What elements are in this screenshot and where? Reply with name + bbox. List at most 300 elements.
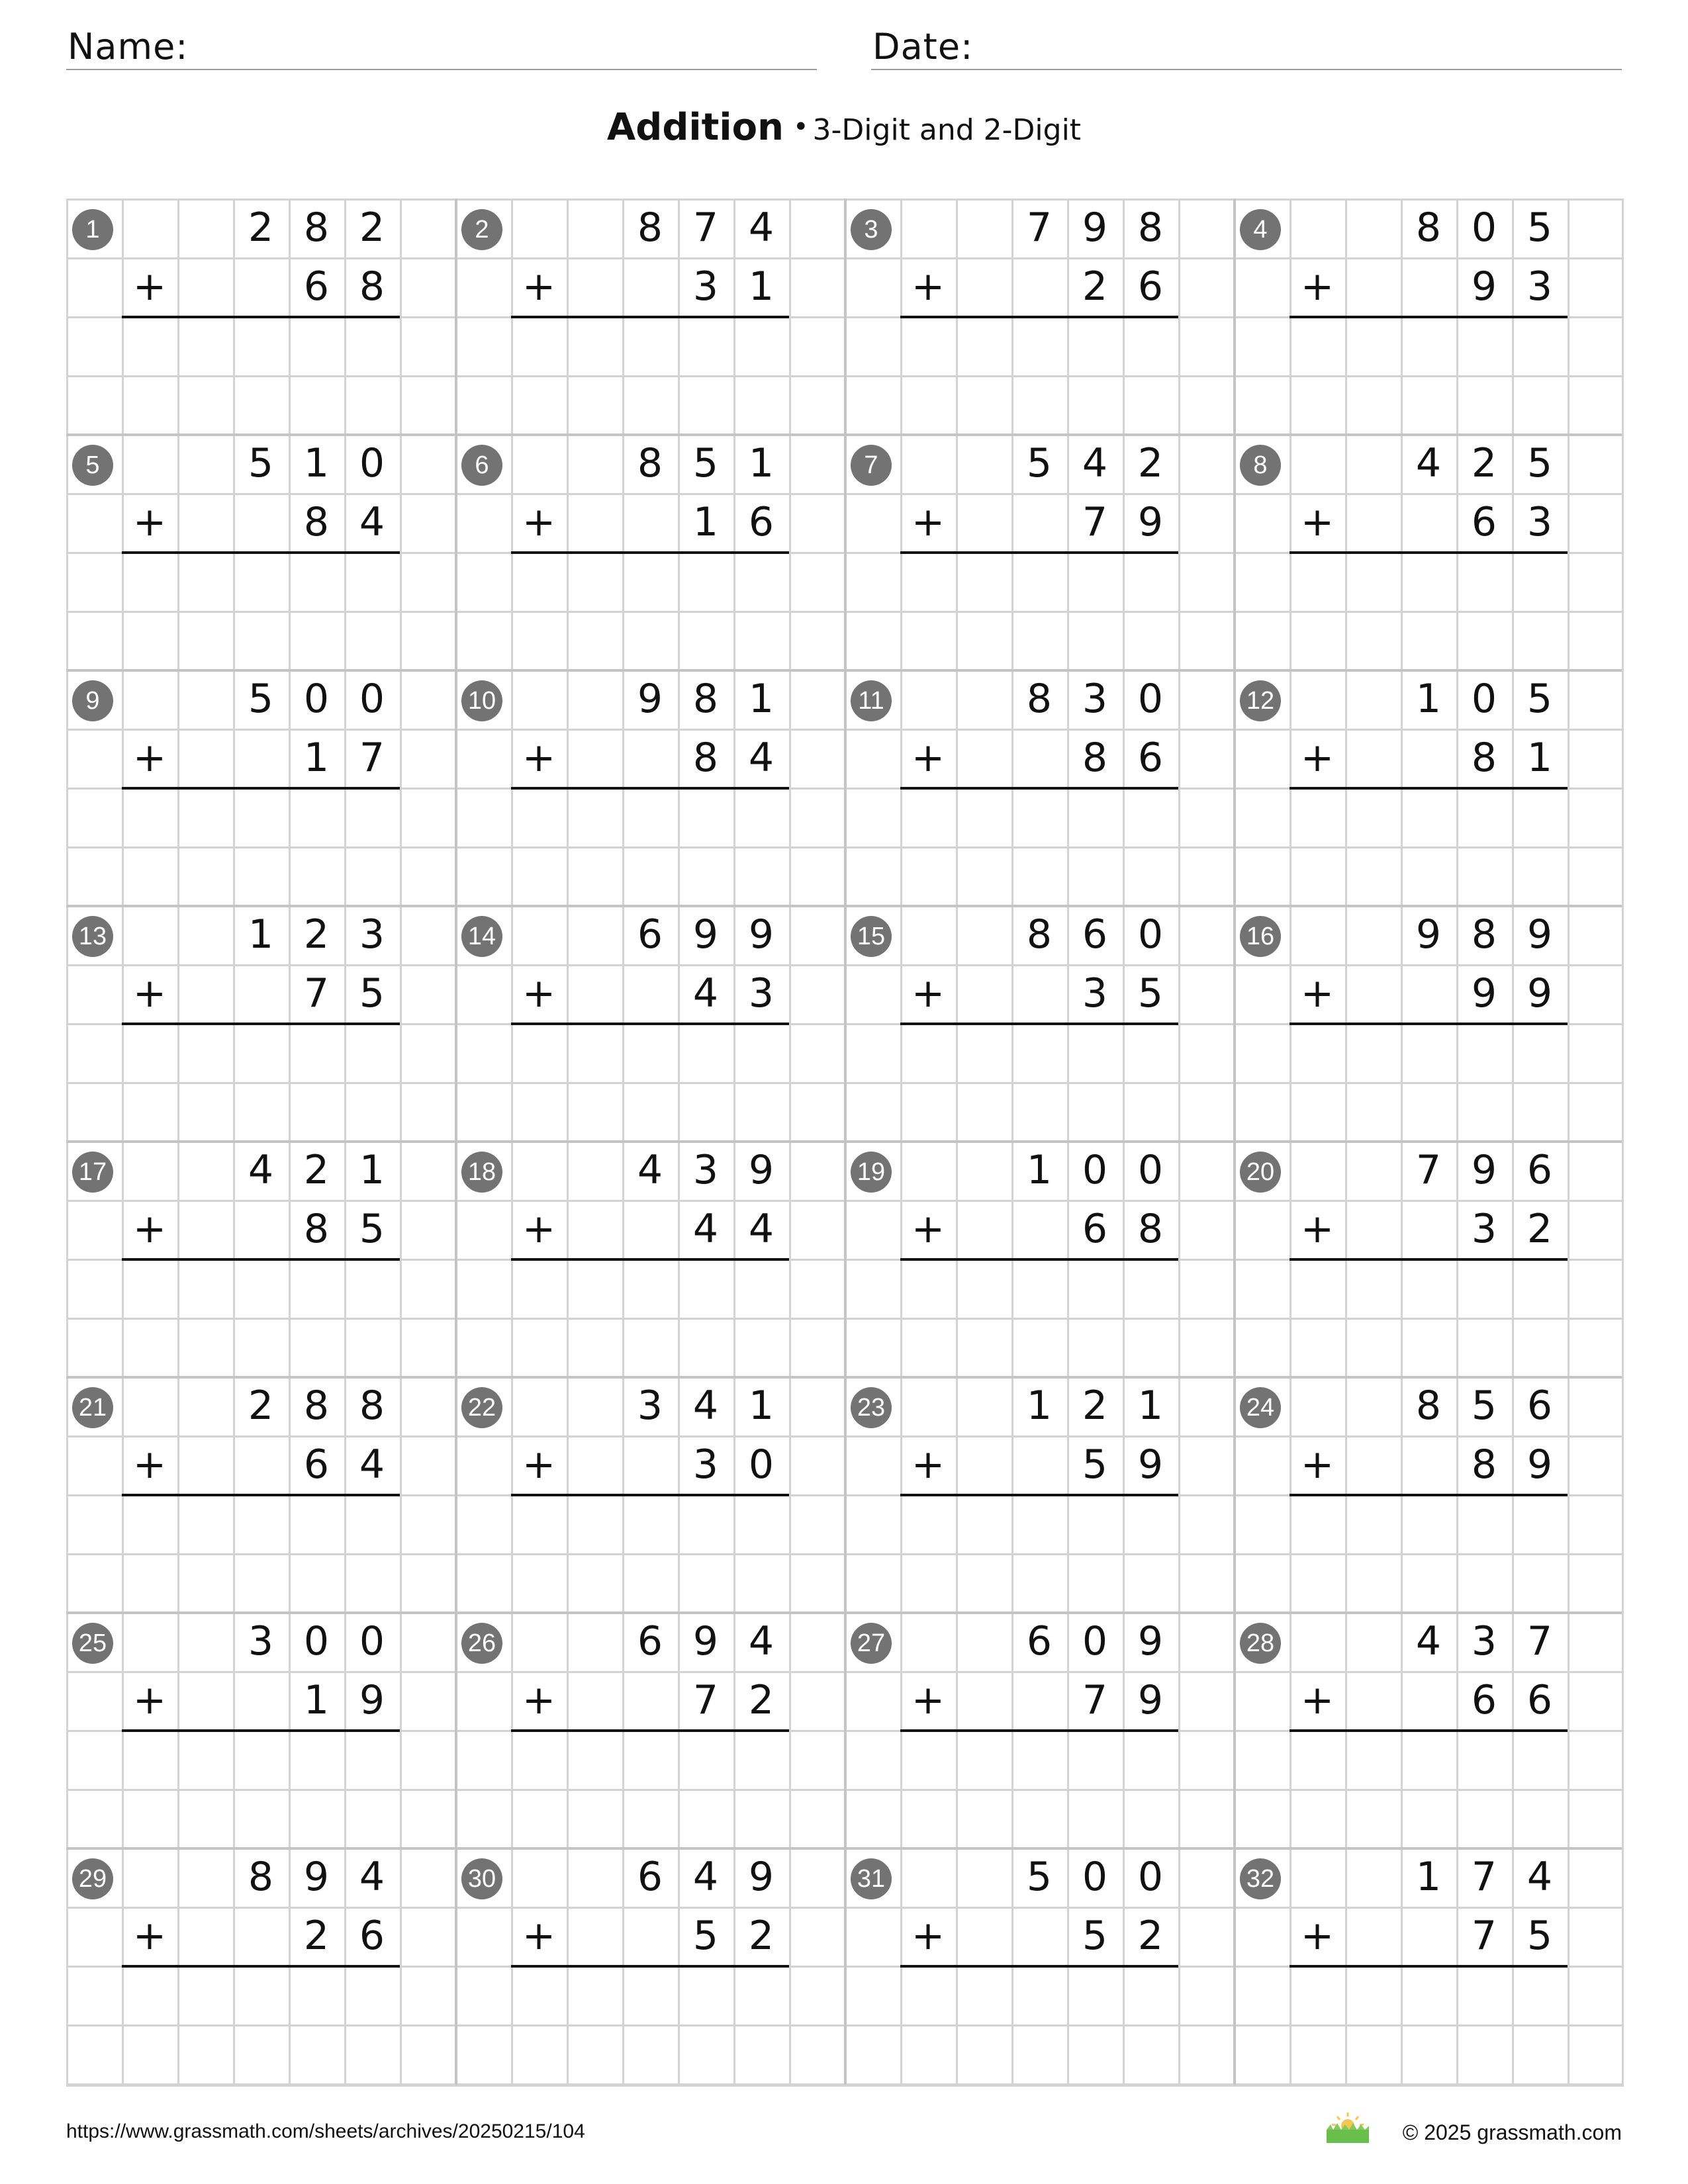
problem-block [455,1612,845,1848]
plus-operator: + [1300,970,1335,1017]
top-digit: 0 [1082,1618,1108,1664]
problem-number-badge: 12 [1240,680,1281,721]
bottom-digit: 8 [359,263,385,310]
top-digit: 7 [1526,1618,1553,1664]
bottom-digit: 6 [1137,735,1164,781]
answer-line [122,1729,400,1732]
top-digit: 0 [359,440,385,486]
top-digit: 7 [1415,1147,1442,1193]
top-digit: 1 [1415,676,1442,722]
top-digit: 9 [692,1618,719,1664]
problem-block [66,905,455,1141]
problem-number-badge: 25 [72,1623,113,1664]
bottom-digit: 4 [692,970,719,1017]
plus-operator: + [132,1441,167,1488]
top-digit: 0 [1471,205,1497,251]
problem-block [1234,434,1623,670]
problem-block [455,1377,845,1612]
bottom-digit: 7 [303,970,330,1017]
problem-block [66,1377,455,1612]
plus-operator: + [522,1677,556,1723]
answer-line [1289,787,1568,790]
plus-operator: + [911,1206,945,1252]
bottom-digit: 9 [1137,499,1164,545]
top-digit: 9 [748,1147,774,1193]
problem-number-badge: 3 [851,209,892,250]
bottom-digit: 4 [748,735,774,781]
bottom-digit: 2 [303,1913,330,1959]
top-digit: 1 [1026,1147,1053,1193]
problem-block [845,1377,1234,1612]
bottom-digit: 4 [692,1206,719,1252]
top-digit: 8 [303,1383,330,1429]
problem-block [1234,1141,1623,1377]
top-digit: 5 [248,676,274,722]
top-digit: 8 [359,1383,385,1429]
top-digit: 4 [637,1147,663,1193]
problem-number-badge: 14 [461,916,502,957]
problem-number-badge: 22 [461,1387,502,1428]
top-digit: 0 [1082,1854,1108,1900]
problem-block [845,1612,1234,1848]
bottom-digit: 5 [1526,1913,1553,1959]
problem-number-badge: 21 [72,1387,113,1428]
bottom-digit: 5 [1082,1441,1108,1488]
top-digit: 8 [637,440,663,486]
problem-block [455,199,845,434]
top-digit: 2 [248,205,274,251]
top-digit: 0 [1471,676,1497,722]
answer-line [511,551,789,554]
top-digit: 3 [359,911,385,958]
top-digit: 0 [303,1618,330,1664]
bottom-digit: 8 [1471,735,1497,781]
top-digit: 4 [748,205,774,251]
bottom-digit: 6 [1471,1677,1497,1723]
plus-operator: + [132,970,167,1017]
bottom-digit: 3 [1526,263,1553,310]
top-digit: 8 [303,205,330,251]
top-digit: 9 [1415,911,1442,958]
top-digit: 9 [1526,911,1553,958]
top-digit: 4 [248,1147,274,1193]
plus-operator: + [132,1677,167,1723]
answer-line [900,316,1178,318]
problem-number-badge: 29 [72,1858,113,1899]
problem-number-badge: 23 [851,1387,892,1428]
answer-line [511,1729,789,1732]
problem-block [455,434,845,670]
plus-operator: + [132,499,167,545]
plus-operator: + [911,735,945,781]
bottom-digit: 3 [692,1441,719,1488]
top-digit: 4 [692,1854,719,1900]
top-digit: 4 [359,1854,385,1900]
problem-block [845,670,1234,905]
top-digit: 3 [692,1147,719,1193]
top-digit: 6 [637,1618,663,1664]
top-digit: 9 [303,1854,330,1900]
answer-line [511,1965,789,1968]
top-digit: 6 [637,911,663,958]
bottom-digit: 7 [1082,1677,1108,1723]
top-digit: 9 [748,1854,774,1900]
top-digit: 2 [303,1147,330,1193]
plus-operator: + [1300,1913,1335,1959]
problem-number-badge: 7 [851,445,892,486]
top-digit: 1 [303,440,330,486]
bottom-digit: 3 [692,263,719,310]
problem-number-badge: 4 [1240,209,1281,250]
worksheet-title [0,106,1688,149]
bottom-digit: 3 [1471,1206,1497,1252]
problem-block [1234,199,1623,434]
top-digit: 4 [1082,440,1108,486]
problem-number-badge: 1 [72,209,113,250]
plus-operator: + [132,1206,167,1252]
problem-block [455,1848,845,2083]
plus-operator: + [1300,1206,1335,1252]
bottom-digit: 6 [1137,263,1164,310]
problem-block [66,1612,455,1848]
answer-line [1289,1494,1568,1496]
bottom-digit: 9 [1137,1677,1164,1723]
top-digit: 7 [1026,205,1053,251]
problem-number-badge: 17 [72,1152,113,1193]
plus-operator: + [522,263,556,310]
problem-number-badge: 9 [72,680,113,721]
problem-block [845,1141,1234,1377]
top-digit: 8 [1137,205,1164,251]
answer-line [122,316,400,318]
problem-block [845,1848,1234,2083]
top-digit: 3 [637,1383,663,1429]
top-digit: 5 [1526,440,1553,486]
top-digit: 0 [303,676,330,722]
answer-line [1289,316,1568,318]
top-digit: 3 [248,1618,274,1664]
answer-line [900,1494,1178,1496]
top-digit: 4 [1526,1854,1553,1900]
problem-block [845,199,1234,434]
answer-line [900,787,1178,790]
top-digit: 0 [359,1618,385,1664]
top-digit: 6 [1082,911,1108,958]
answer-line [122,1258,400,1261]
answer-line [900,1023,1178,1025]
problem-block [845,434,1234,670]
problem-number-badge: 19 [851,1152,892,1193]
plus-operator: + [911,1913,945,1959]
problem-number-badge: 32 [1240,1858,1281,1899]
answer-line [122,787,400,790]
problem-number-badge: 6 [461,445,502,486]
bottom-digit: 7 [692,1677,719,1723]
top-digit: 9 [1137,1618,1164,1664]
bottom-digit: 3 [748,970,774,1017]
answer-line [1289,1965,1568,1968]
bottom-digit: 8 [303,1206,330,1252]
bottom-digit: 6 [359,1913,385,1959]
problem-number-badge: 13 [72,916,113,957]
bottom-digit: 4 [359,1441,385,1488]
top-digit: 4 [692,1383,719,1429]
title-subtitle: 3-Digit and 2-Digit [812,113,1082,147]
plus-operator: + [911,1677,945,1723]
problem-block [1234,1377,1623,1612]
top-digit: 5 [1526,676,1553,722]
answer-line [900,1965,1178,1968]
top-digit: 3 [1082,676,1108,722]
plus-operator: + [911,970,945,1017]
plus-operator: + [132,735,167,781]
answer-line [900,1258,1178,1261]
top-digit: 8 [1415,205,1442,251]
top-digit: 0 [1137,1147,1164,1193]
top-digit: 9 [637,676,663,722]
bottom-digit: 8 [303,499,330,545]
top-digit: 2 [1471,440,1497,486]
bottom-digit: 9 [359,1677,385,1723]
bottom-digit: 1 [1526,735,1553,781]
plus-operator: + [1300,1677,1335,1723]
bottom-digit: 8 [1137,1206,1164,1252]
bottom-digit: 2 [1082,263,1108,310]
problem-number-badge: 8 [1240,445,1281,486]
bottom-digit: 7 [359,735,385,781]
grass-sun-logo-icon [1324,2110,1372,2144]
bottom-digit: 6 [303,263,330,310]
top-digit: 2 [1137,440,1164,486]
top-digit: 6 [1526,1147,1553,1193]
top-digit: 5 [692,440,719,486]
top-digit: 6 [637,1854,663,1900]
bottom-digit: 2 [1526,1206,1553,1252]
problem-block [845,905,1234,1141]
top-digit: 9 [1471,1147,1497,1193]
top-digit: 8 [692,676,719,722]
bottom-digit: 6 [1082,1206,1108,1252]
bottom-digit: 1 [303,1677,330,1723]
top-digit: 1 [748,1383,774,1429]
problem-number-badge: 18 [461,1152,502,1193]
top-digit: 1 [1415,1854,1442,1900]
name-field[interactable] [66,25,817,70]
top-digit: 1 [248,911,274,958]
bottom-digit: 4 [359,499,385,545]
top-digit: 2 [248,1383,274,1429]
problem-number-badge: 10 [461,680,502,721]
top-digit: 5 [1471,1383,1497,1429]
bottom-digit: 2 [748,1913,774,1959]
top-digit: 0 [1137,1854,1164,1900]
date-field[interactable] [871,25,1622,70]
bottom-digit: 6 [748,499,774,545]
problem-number-badge: 2 [461,209,502,250]
bottom-digit: 9 [1526,970,1553,1017]
problem-block [455,1141,845,1377]
answer-line [1289,1258,1568,1261]
top-digit: 5 [1026,1854,1053,1900]
bottom-digit: 8 [1082,735,1108,781]
bottom-digit: 7 [1471,1913,1497,1959]
problem-number-badge: 30 [461,1858,502,1899]
bottom-digit: 5 [359,970,385,1017]
top-digit: 4 [1415,1618,1442,1664]
plus-operator: + [911,1441,945,1488]
problem-block [1234,1848,1623,2083]
top-digit: 9 [1082,205,1108,251]
name-label: Name: [68,26,189,68]
date-label: Date: [872,26,974,68]
bottom-digit: 4 [748,1206,774,1252]
bottom-digit: 8 [1471,1441,1497,1488]
problem-number-badge: 16 [1240,916,1281,957]
answer-line [511,787,789,790]
bottom-digit: 8 [692,735,719,781]
top-digit: 8 [1471,911,1497,958]
top-digit: 2 [303,911,330,958]
bottom-digit: 6 [303,1441,330,1488]
bottom-digit: 6 [1471,499,1497,545]
answer-line [511,1258,789,1261]
problem-number-badge: 11 [851,680,892,721]
bottom-digit: 0 [748,1441,774,1488]
problem-number-badge: 5 [72,445,113,486]
problem-grid [66,199,1624,2087]
plus-operator: + [1300,1441,1335,1488]
title-bullet: • [792,112,809,142]
top-digit: 6 [1526,1383,1553,1429]
plus-operator: + [522,735,556,781]
problem-block [1234,1612,1623,1848]
problem-block [66,434,455,670]
answer-line [900,551,1178,554]
plus-operator: + [1300,735,1335,781]
top-digit: 7 [1471,1854,1497,1900]
problem-number-badge: 31 [851,1858,892,1899]
bottom-digit: 6 [1526,1677,1553,1723]
top-digit: 3 [1471,1618,1497,1664]
plus-operator: + [522,1206,556,1252]
bottom-digit: 5 [359,1206,385,1252]
top-digit: 7 [692,205,719,251]
top-digit: 1 [1137,1383,1164,1429]
answer-line [122,1965,400,1968]
plus-operator: + [132,1913,167,1959]
problem-number-badge: 24 [1240,1387,1281,1428]
footer-copyright: © 2025 grassmath.com [1402,2120,1622,2144]
footer-url: https://www.grassmath.com/sheets/archives/20250215/104 [66,2120,585,2142]
top-digit: 1 [1026,1383,1053,1429]
problem-number-badge: 27 [851,1623,892,1664]
answer-line [122,551,400,554]
problem-number-badge: 15 [851,916,892,957]
problem-block [1234,905,1623,1141]
bottom-digit: 3 [1526,499,1553,545]
answer-line [511,1494,789,1496]
problem-number-badge: 28 [1240,1623,1281,1664]
top-digit: 8 [248,1854,274,1900]
top-digit: 8 [1415,1383,1442,1429]
top-digit: 1 [748,440,774,486]
problem-block [455,905,845,1141]
plus-operator: + [522,1913,556,1959]
top-digit: 8 [1026,911,1053,958]
top-digit: 8 [1026,676,1053,722]
plus-operator: + [1300,499,1335,545]
top-digit: 4 [1415,440,1442,486]
bottom-digit: 9 [1471,263,1497,310]
problem-block [66,199,455,434]
bottom-digit: 1 [748,263,774,310]
top-digit: 0 [1137,676,1164,722]
problem-block [1234,670,1623,905]
bottom-digit: 3 [1082,970,1108,1017]
plus-operator: + [522,1441,556,1488]
top-digit: 2 [359,205,385,251]
problem-block [455,670,845,905]
bottom-digit: 1 [303,735,330,781]
top-digit: 5 [1526,205,1553,251]
top-digit: 9 [692,911,719,958]
bottom-digit: 9 [1137,1441,1164,1488]
plus-operator: + [522,970,556,1017]
top-digit: 1 [359,1147,385,1193]
title-main: Addition [606,106,784,149]
top-digit: 0 [1137,911,1164,958]
top-digit: 6 [1026,1618,1053,1664]
bottom-digit: 5 [1082,1913,1108,1959]
answer-line [900,1729,1178,1732]
answer-line [1289,1729,1568,1732]
plus-operator: + [1300,263,1335,310]
bottom-digit: 2 [1137,1913,1164,1959]
problem-block [66,670,455,905]
bottom-digit: 9 [1471,970,1497,1017]
bottom-digit: 1 [692,499,719,545]
plus-operator: + [911,263,945,310]
bottom-digit: 9 [1526,1441,1553,1488]
top-digit: 9 [748,911,774,958]
top-digit: 4 [748,1618,774,1664]
top-digit: 5 [1026,440,1053,486]
answer-line [122,1494,400,1496]
answer-line [511,316,789,318]
answer-line [1289,551,1568,554]
top-digit: 0 [359,676,385,722]
problem-number-badge: 26 [461,1623,502,1664]
bottom-digit: 5 [692,1913,719,1959]
top-digit: 1 [748,676,774,722]
answer-line [122,1023,400,1025]
bottom-digit: 7 [1082,499,1108,545]
top-digit: 5 [248,440,274,486]
plus-operator: + [132,263,167,310]
answer-line [511,1023,789,1025]
top-digit: 0 [1082,1147,1108,1193]
answer-line [1289,1023,1568,1025]
bottom-digit: 2 [748,1677,774,1723]
top-digit: 2 [1082,1383,1108,1429]
top-digit: 8 [637,205,663,251]
plus-operator: + [911,499,945,545]
problem-number-badge: 20 [1240,1152,1281,1193]
bottom-digit: 5 [1137,970,1164,1017]
problem-block [66,1141,455,1377]
problem-block [66,1848,455,2083]
plus-operator: + [522,499,556,545]
